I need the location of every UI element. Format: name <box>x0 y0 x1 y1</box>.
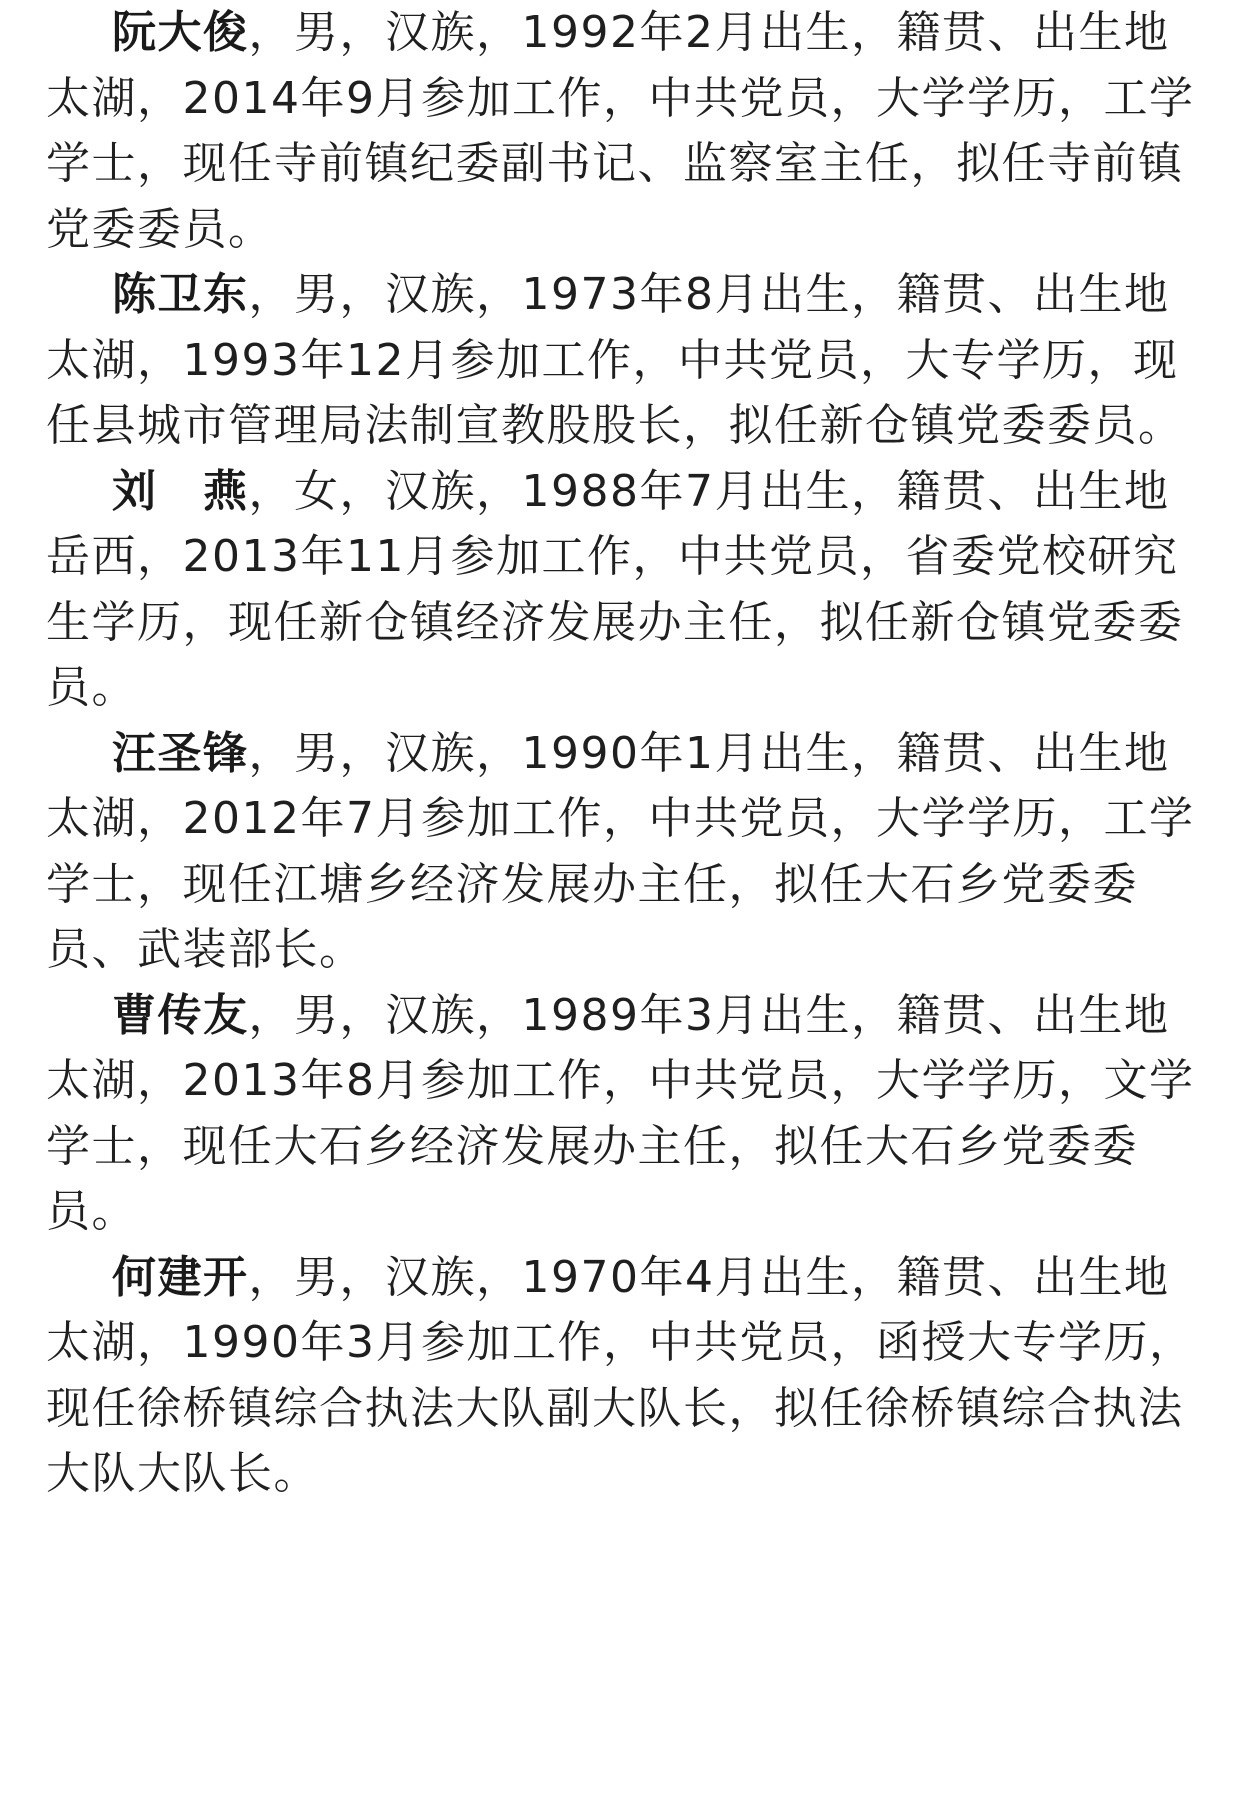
bio-paragraph-4 <box>46 721 1206 983</box>
person-name: 何建开 <box>112 1251 249 1303</box>
person-name: 汪圣锋 <box>112 727 249 779</box>
person-name: 陈卫东 <box>112 269 249 320</box>
bio-paragraph-2 <box>46 262 1206 459</box>
bio-text: ，男，汉族，1973年8月出生，籍贯、出生地太湖，1993年12月参加工作，中共党员，大专学历，现任县城市管理局法制宣教股股长，拟任新仓镇党委委员。 <box>46 269 1184 451</box>
bio-text: ，男，汉族，1990年1月出生，籍贯、出生地太湖，2012年7月参加工作，中共党员，大学学历，工学学士，现任江塘乡经济发展办主任，拟任大石乡党委委员、武装部长。 <box>46 727 1195 975</box>
bio-paragraph-1 <box>46 0 1206 262</box>
person-name: 曹传友 <box>112 989 249 1041</box>
bio-text: ，女，汉族，1988年7月出生，籍贯、出生地岳西，2013年11月参加工作，中共党员，省委党校研究生学历，现任新仓镇经济发展办主任，拟任新仓镇党委委员。 <box>46 465 1184 713</box>
bio-paragraph-3 <box>46 459 1206 721</box>
bio-paragraph-6 <box>46 1245 1206 1507</box>
bio-text: ，男，汉族，1970年4月出生，籍贯、出生地太湖，1990年3月参加工作，中共党员，函授大专学历，现任徐桥镇综合执法大队副大队长，拟任徐桥镇综合执法大队大队长。 <box>46 1251 1195 1499</box>
bio-paragraph-5 <box>46 983 1206 1245</box>
person-name: 阮大俊 <box>112 7 249 58</box>
bio-text: ，男，汉族，1989年3月出生，籍贯、出生地太湖，2013年8月参加工作，中共党员，大学学历，文学学士，现任大石乡经济发展办主任，拟任大石乡党委委员。 <box>46 989 1195 1237</box>
bio-text: ，男，汉族，1992年2月出生，籍贯、出生地太湖，2014年9月参加工作，中共党员，大学学历，工学学士，现任寺前镇纪委副书记、监察室主任，拟任寺前镇党委委员。 <box>46 7 1195 255</box>
person-name: 刘 燕 <box>112 465 249 517</box>
